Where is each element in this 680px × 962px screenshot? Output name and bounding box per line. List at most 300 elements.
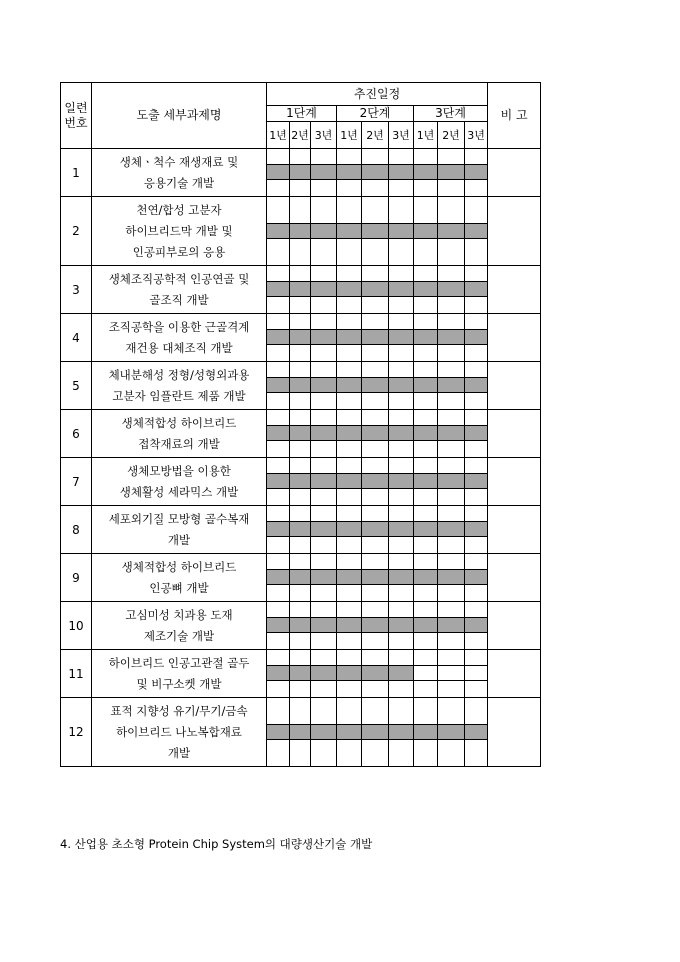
schedule-cell	[337, 393, 362, 410]
task-number: 11	[61, 650, 92, 698]
schedule-cell	[414, 585, 438, 602]
schedule-cell	[389, 537, 414, 554]
schedule-cell	[414, 537, 438, 554]
schedule-cell	[337, 681, 362, 698]
schedule-bar	[337, 666, 362, 681]
schedule-bar	[438, 570, 465, 585]
schedule-cell	[337, 602, 362, 618]
schedule-bar	[438, 474, 465, 489]
schedule-bar	[290, 666, 311, 681]
schedule-bar	[267, 725, 290, 740]
schedule-cell	[414, 362, 438, 378]
schedule-bar	[362, 330, 389, 345]
schedule-cell	[414, 345, 438, 362]
schedule-cell	[290, 489, 311, 506]
schedule-bar	[438, 330, 465, 345]
schedule-bar	[290, 224, 311, 239]
schedule-bar	[438, 165, 465, 180]
schedule-cell	[267, 266, 290, 282]
task-name: 고심미성 치과용 도재 제조기술 개발	[92, 602, 267, 650]
schedule-cell	[337, 314, 362, 330]
schedule-cell	[414, 266, 438, 282]
schedule-cell	[337, 537, 362, 554]
schedule-cell	[414, 506, 438, 522]
schedule-cell	[438, 297, 465, 314]
schedule-cell	[389, 149, 414, 165]
note-cell	[488, 314, 541, 362]
schedule-cell	[290, 585, 311, 602]
schedule-bar	[311, 725, 337, 740]
schedule-cell	[465, 345, 488, 362]
schedule-cell	[438, 362, 465, 378]
schedule-cell	[362, 740, 389, 767]
schedule-cell	[438, 458, 465, 474]
schedule-cell	[311, 602, 337, 618]
schedule-cell	[362, 441, 389, 458]
schedule-cell	[389, 362, 414, 378]
schedule-cell	[465, 506, 488, 522]
schedule-cell	[414, 458, 438, 474]
schedule-cell	[438, 314, 465, 330]
schedule-bar	[362, 165, 389, 180]
schedule-bar	[267, 165, 290, 180]
schedule-bar	[290, 426, 311, 441]
schedule-bar	[389, 618, 414, 633]
task-name: 생체모방법을 이용한 생체활성 세라믹스 개발	[92, 458, 267, 506]
schedule-cell	[465, 149, 488, 165]
schedule-bar	[362, 570, 389, 585]
schedule-cell	[337, 362, 362, 378]
schedule-cell	[414, 666, 438, 681]
schedule-cell	[438, 149, 465, 165]
schedule-bar	[465, 165, 488, 180]
schedule-cell	[362, 650, 389, 666]
schedule-bar	[311, 618, 337, 633]
schedule-bar	[414, 570, 438, 585]
schedule-cell	[414, 314, 438, 330]
schedule-cell	[414, 297, 438, 314]
schedule-bar	[438, 426, 465, 441]
table-row	[61, 314, 541, 330]
schedule-bar	[414, 224, 438, 239]
header-stage: 3단계	[414, 106, 488, 122]
schedule-bar	[311, 224, 337, 239]
note-cell	[488, 554, 541, 602]
schedule-cell	[290, 393, 311, 410]
schedule-cell	[311, 297, 337, 314]
schedule-cell	[290, 362, 311, 378]
task-name: 체내분해성 정형/성형외과용 고분자 임플란트 제품 개발	[92, 362, 267, 410]
schedule-bar	[267, 474, 290, 489]
schedule-cell	[267, 197, 290, 224]
schedule-cell	[414, 740, 438, 767]
note-cell	[488, 266, 541, 314]
header-note: 비 고	[488, 83, 541, 149]
schedule-bar	[414, 330, 438, 345]
schedule-cell	[389, 554, 414, 570]
schedule-cell	[438, 740, 465, 767]
schedule-cell	[311, 537, 337, 554]
schedule-cell	[290, 458, 311, 474]
schedule-cell	[311, 149, 337, 165]
schedule-bar	[362, 282, 389, 297]
schedule-bar	[337, 378, 362, 393]
schedule-cell	[290, 197, 311, 224]
task-name: 천연/합성 고분자 하이브리드막 개발 및 인공피부로의 응용	[92, 197, 267, 266]
schedule-cell	[290, 554, 311, 570]
schedule-bar	[290, 570, 311, 585]
note-cell	[488, 650, 541, 698]
note-cell	[488, 149, 541, 197]
schedule-bar	[290, 330, 311, 345]
schedule-bar	[389, 474, 414, 489]
schedule-cell	[414, 650, 438, 666]
header-year: 3년	[311, 122, 337, 149]
schedule-cell	[267, 441, 290, 458]
schedule-cell	[362, 458, 389, 474]
schedule-cell	[337, 197, 362, 224]
schedule-bar	[267, 330, 290, 345]
schedule-cell	[362, 602, 389, 618]
schedule-cell	[389, 239, 414, 266]
schedule-bar	[438, 522, 465, 537]
header-year: 1년	[337, 122, 362, 149]
schedule-bar	[311, 282, 337, 297]
schedule-cell	[290, 266, 311, 282]
schedule-cell	[362, 197, 389, 224]
schedule-cell	[337, 441, 362, 458]
task-number: 7	[61, 458, 92, 506]
schedule-bar	[465, 570, 488, 585]
schedule-bar	[414, 165, 438, 180]
schedule-cell	[438, 489, 465, 506]
schedule-cell	[267, 537, 290, 554]
schedule-cell	[267, 602, 290, 618]
schedule-bar	[267, 282, 290, 297]
schedule-cell	[465, 393, 488, 410]
schedule-bar	[267, 378, 290, 393]
schedule-cell	[267, 681, 290, 698]
schedule-cell	[311, 506, 337, 522]
schedule-cell	[362, 506, 389, 522]
table-row	[61, 650, 541, 666]
schedule-cell	[438, 633, 465, 650]
schedule-cell	[465, 197, 488, 224]
schedule-cell	[362, 554, 389, 570]
schedule-cell	[311, 266, 337, 282]
schedule-cell	[337, 740, 362, 767]
schedule-cell	[389, 458, 414, 474]
schedule-bar	[311, 570, 337, 585]
schedule-cell	[311, 314, 337, 330]
schedule-cell	[438, 197, 465, 224]
schedule-bar	[389, 282, 414, 297]
task-name: 하이브리드 인공고관절 골두 및 비구소켓 개발	[92, 650, 267, 698]
schedule-bar	[290, 474, 311, 489]
schedule-bar	[465, 426, 488, 441]
schedule-cell	[337, 650, 362, 666]
schedule-bar	[267, 426, 290, 441]
schedule-cell	[465, 681, 488, 698]
task-name: 생체적합성 하이브리드 인공뼈 개발	[92, 554, 267, 602]
schedule-cell	[290, 633, 311, 650]
schedule-cell	[311, 698, 337, 725]
schedule-cell	[465, 458, 488, 474]
schedule-cell	[290, 441, 311, 458]
schedule-cell	[290, 698, 311, 725]
schedule-cell	[465, 633, 488, 650]
header-task-name: 도출 세부과제명	[92, 83, 267, 149]
schedule-cell	[438, 681, 465, 698]
schedule-cell	[414, 393, 438, 410]
schedule-cell	[465, 362, 488, 378]
schedule-cell	[311, 441, 337, 458]
task-number: 1	[61, 149, 92, 197]
schedule-cell	[414, 554, 438, 570]
schedule-cell	[337, 345, 362, 362]
header-year: 2년	[290, 122, 311, 149]
schedule-bar	[389, 426, 414, 441]
schedule-bar	[362, 666, 389, 681]
schedule-bar	[337, 224, 362, 239]
schedule-cell	[311, 197, 337, 224]
schedule-cell	[438, 537, 465, 554]
schedule-cell	[389, 297, 414, 314]
schedule-cell	[311, 489, 337, 506]
schedule-cell	[465, 650, 488, 666]
schedule-cell	[290, 506, 311, 522]
header-year: 3년	[389, 122, 414, 149]
schedule-cell	[465, 585, 488, 602]
task-number: 3	[61, 266, 92, 314]
schedule-cell	[362, 537, 389, 554]
schedule-cell	[438, 239, 465, 266]
schedule-bar	[311, 666, 337, 681]
task-name: 조직공학을 이용한 근골격계 재건용 대체조직 개발	[92, 314, 267, 362]
schedule-cell	[465, 239, 488, 266]
schedule-cell	[290, 740, 311, 767]
task-number: 6	[61, 410, 92, 458]
schedule-cell	[414, 602, 438, 618]
schedule-cell	[414, 239, 438, 266]
schedule-bar	[438, 725, 465, 740]
schedule-cell	[290, 314, 311, 330]
schedule-bar	[389, 522, 414, 537]
schedule-cell	[414, 681, 438, 698]
schedule-cell	[290, 239, 311, 266]
schedule-bar	[311, 522, 337, 537]
header-serial-no-label: 일련 번호	[64, 100, 88, 130]
schedule-bar	[438, 224, 465, 239]
schedule-cell	[267, 554, 290, 570]
header-stage: 2단계	[337, 106, 414, 122]
schedule-bar	[465, 224, 488, 239]
schedule-bar	[389, 666, 414, 681]
task-number: 2	[61, 197, 92, 266]
schedule-cell	[465, 537, 488, 554]
schedule-cell	[311, 180, 337, 197]
table-row	[61, 362, 541, 378]
schedule-cell	[465, 489, 488, 506]
schedule-bar	[290, 165, 311, 180]
schedule-cell	[362, 297, 389, 314]
schedule-bar	[267, 666, 290, 681]
note-cell	[488, 698, 541, 767]
schedule-bar	[362, 224, 389, 239]
schedule-cell	[311, 554, 337, 570]
schedule-bar	[311, 165, 337, 180]
schedule-cell	[389, 266, 414, 282]
header-stage: 1단계	[267, 106, 337, 122]
schedule-cell	[438, 585, 465, 602]
schedule-cell	[290, 681, 311, 698]
schedule-bar	[337, 165, 362, 180]
schedule-cell	[438, 441, 465, 458]
schedule-cell	[362, 180, 389, 197]
schedule-cell	[337, 554, 362, 570]
schedule-cell	[267, 239, 290, 266]
schedule-cell	[414, 149, 438, 165]
schedule-cell	[389, 489, 414, 506]
header-year: 2년	[438, 122, 465, 149]
schedule-bar	[290, 378, 311, 393]
schedule-cell	[337, 585, 362, 602]
schedule-cell	[267, 650, 290, 666]
schedule-bar	[290, 618, 311, 633]
schedule-cell	[290, 410, 311, 426]
schedule-bar	[290, 522, 311, 537]
schedule-cell	[389, 180, 414, 197]
schedule-cell	[465, 698, 488, 725]
schedule-cell	[389, 633, 414, 650]
schedule-bar	[362, 618, 389, 633]
schedule-bar	[362, 522, 389, 537]
schedule-bar	[267, 618, 290, 633]
schedule-cell	[414, 698, 438, 725]
schedule-bar	[389, 330, 414, 345]
schedule-cell	[389, 393, 414, 410]
schedule-cell	[465, 180, 488, 197]
schedule-bar	[414, 522, 438, 537]
schedule-cell	[267, 393, 290, 410]
schedule-bar	[465, 474, 488, 489]
schedule-cell	[337, 698, 362, 725]
schedule-cell	[362, 239, 389, 266]
schedule-cell	[465, 740, 488, 767]
schedule-bar	[311, 330, 337, 345]
schedule-cell	[465, 266, 488, 282]
schedule-bar	[290, 282, 311, 297]
task-name: 생체조직공학적 인공연골 및 골조직 개발	[92, 266, 267, 314]
schedule-cell	[337, 506, 362, 522]
schedule-cell	[465, 666, 488, 681]
schedule-cell	[267, 345, 290, 362]
schedule-bar	[311, 426, 337, 441]
schedule-cell	[414, 633, 438, 650]
note-cell	[488, 506, 541, 554]
schedule-cell	[267, 149, 290, 165]
task-number: 5	[61, 362, 92, 410]
task-number: 12	[61, 698, 92, 767]
task-number: 4	[61, 314, 92, 362]
schedule-cell	[267, 410, 290, 426]
schedule-bar	[267, 570, 290, 585]
schedule-cell	[337, 489, 362, 506]
header-year: 2년	[362, 122, 389, 149]
schedule-bar	[311, 378, 337, 393]
table-row	[61, 149, 541, 165]
schedule-cell	[465, 297, 488, 314]
schedule-cell	[362, 314, 389, 330]
schedule-cell	[362, 345, 389, 362]
schedule-cell	[311, 740, 337, 767]
schedule-cell	[311, 650, 337, 666]
schedule-cell	[311, 393, 337, 410]
table-row	[61, 506, 541, 522]
schedule-cell	[438, 506, 465, 522]
schedule-cell	[438, 602, 465, 618]
schedule-bar	[414, 426, 438, 441]
schedule-cell	[337, 149, 362, 165]
schedule-cell	[438, 698, 465, 725]
schedule-cell	[290, 149, 311, 165]
schedule-cell	[362, 393, 389, 410]
schedule-bar	[337, 474, 362, 489]
schedule-cell	[465, 602, 488, 618]
schedule-cell	[311, 585, 337, 602]
schedule-cell	[438, 666, 465, 681]
table-row	[61, 410, 541, 426]
schedule-cell	[337, 297, 362, 314]
schedule-cell	[290, 650, 311, 666]
schedule-cell	[290, 537, 311, 554]
header-year: 3년	[465, 122, 488, 149]
schedule-cell	[438, 410, 465, 426]
schedule-bar	[337, 282, 362, 297]
schedule-cell	[337, 266, 362, 282]
schedule-bar	[311, 474, 337, 489]
schedule-bar	[465, 378, 488, 393]
schedule-cell	[414, 489, 438, 506]
task-name: 생체ㆍ척수 재생재료 및 응용기술 개발	[92, 149, 267, 197]
schedule-cell	[362, 489, 389, 506]
schedule-cell	[389, 314, 414, 330]
schedule-cell	[389, 740, 414, 767]
note-cell	[488, 458, 541, 506]
header-serial-no	[61, 83, 92, 149]
schedule-cell	[465, 441, 488, 458]
schedule-bar	[362, 474, 389, 489]
schedule-bar	[337, 618, 362, 633]
schedule-cell	[290, 297, 311, 314]
schedule-bar	[438, 618, 465, 633]
schedule-bar	[414, 378, 438, 393]
schedule-bar	[362, 378, 389, 393]
schedule-cell	[389, 441, 414, 458]
schedule-bar	[465, 618, 488, 633]
schedule-bar	[362, 426, 389, 441]
schedule-cell	[414, 441, 438, 458]
schedule-bar	[414, 474, 438, 489]
header-schedule: 추진일정	[267, 83, 488, 106]
schedule-bar	[465, 725, 488, 740]
schedule-bar	[389, 378, 414, 393]
schedule-cell	[267, 698, 290, 725]
schedule-cell	[267, 314, 290, 330]
schedule-cell	[465, 410, 488, 426]
schedule-bar	[267, 224, 290, 239]
task-name: 세포외기질 모방형 골수복재 개발	[92, 506, 267, 554]
